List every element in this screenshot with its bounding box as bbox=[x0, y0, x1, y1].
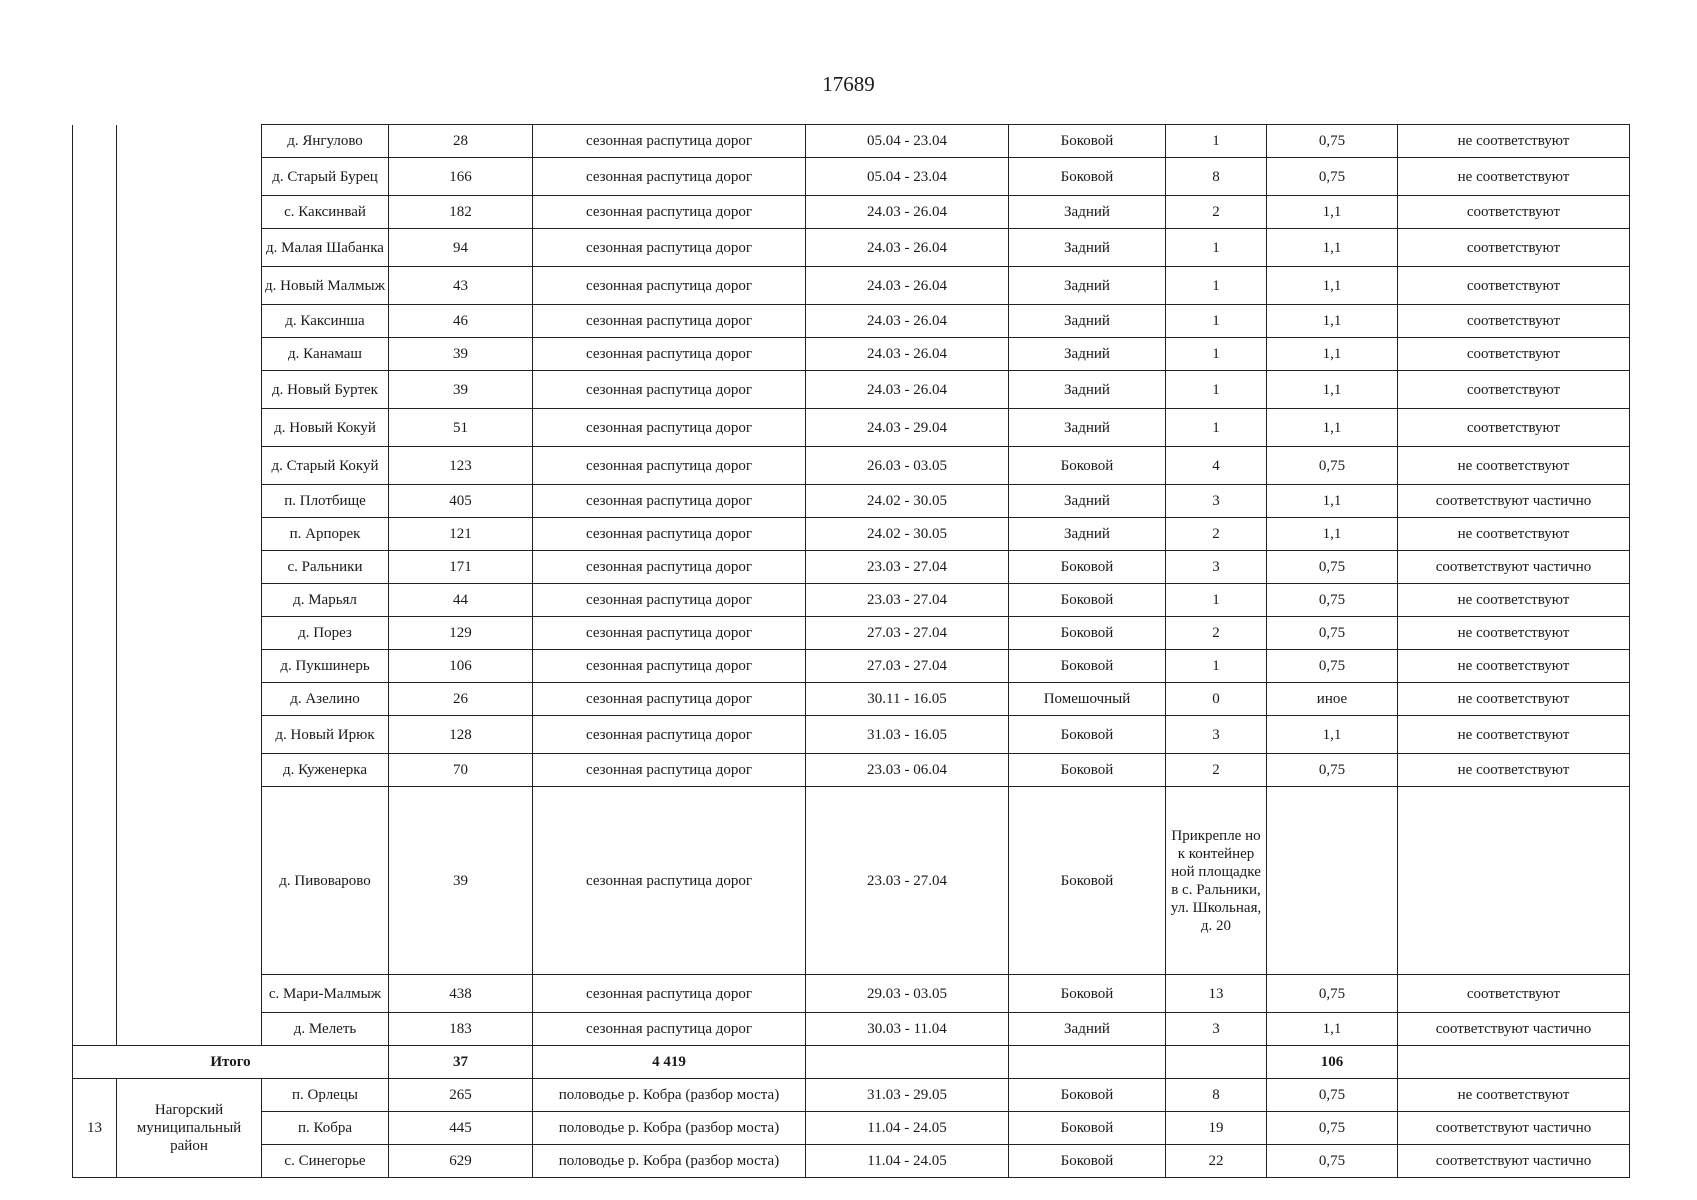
page-number: 17689 bbox=[822, 72, 875, 96]
population: 123 bbox=[389, 447, 533, 485]
loading-type: Боковой bbox=[1009, 551, 1166, 584]
restriction-reason: сезонная распутица дорог bbox=[533, 158, 806, 196]
container-count: 3 bbox=[1166, 485, 1267, 518]
loading-type: Помешочный bbox=[1009, 683, 1166, 716]
population: 39 bbox=[389, 338, 533, 371]
container-count: 1 bbox=[1166, 305, 1267, 338]
restriction-period: 24.03 - 29.04 bbox=[806, 409, 1009, 447]
settlement-name: д. Каксинша bbox=[262, 305, 389, 338]
restriction-period: 26.03 - 03.05 bbox=[806, 447, 1009, 485]
settlement-name: д. Марьял bbox=[262, 584, 389, 617]
population: 121 bbox=[389, 518, 533, 551]
settlement-name: с. Синегорье bbox=[262, 1145, 389, 1178]
restriction-reason: сезонная распутица дорог bbox=[533, 683, 806, 716]
district-name-cell bbox=[117, 125, 262, 1046]
container-count: 3 bbox=[1166, 716, 1267, 754]
restriction-reason: сезонная распутица дорог bbox=[533, 267, 806, 305]
table-body bbox=[73, 125, 1630, 1178]
loading-type: Задний bbox=[1009, 338, 1166, 371]
compliance-status: соответствуют bbox=[1398, 975, 1630, 1013]
settlement-name: п. Плотбище bbox=[262, 485, 389, 518]
loading-type: Боковой bbox=[1009, 650, 1166, 683]
population: 166 bbox=[389, 158, 533, 196]
population: 182 bbox=[389, 196, 533, 229]
compliance-status: не соответствуют bbox=[1398, 158, 1630, 196]
table-row bbox=[73, 485, 1630, 518]
container-volume: 1,1 bbox=[1267, 267, 1398, 305]
restriction-period: 29.03 - 03.05 bbox=[806, 975, 1009, 1013]
table-row bbox=[73, 125, 1630, 158]
container-count: 1 bbox=[1166, 338, 1267, 371]
loading-type: Боковой bbox=[1009, 584, 1166, 617]
population: 438 bbox=[389, 975, 533, 1013]
settlement-name: д. Новый Буртек bbox=[262, 371, 389, 409]
table-row bbox=[73, 787, 1630, 975]
container-count: 2 bbox=[1166, 196, 1267, 229]
population: 265 bbox=[389, 1079, 533, 1112]
container-volume: 0,75 bbox=[1267, 754, 1398, 787]
restriction-reason: сезонная распутица дорог bbox=[533, 787, 806, 975]
settlement-name: д. Новый Малмыж bbox=[262, 267, 389, 305]
restriction-period: 24.03 - 26.04 bbox=[806, 196, 1009, 229]
table-row bbox=[73, 338, 1630, 371]
settlement-name: д. Мелеть bbox=[262, 1013, 389, 1046]
container-volume: 1,1 bbox=[1267, 409, 1398, 447]
district-name: Нагорский муниципальный район bbox=[117, 1079, 262, 1178]
district-number-cell bbox=[73, 125, 117, 1046]
loading-type: Боковой bbox=[1009, 787, 1166, 975]
population: 171 bbox=[389, 551, 533, 584]
container-volume: 0,75 bbox=[1267, 158, 1398, 196]
settlement-name: д. Малая Шабанка bbox=[262, 229, 389, 267]
table-row bbox=[73, 617, 1630, 650]
settlement-name: п. Арпорек bbox=[262, 518, 389, 551]
population: 70 bbox=[389, 754, 533, 787]
container-count: 8 bbox=[1166, 1079, 1267, 1112]
container-count: 1 bbox=[1166, 584, 1267, 617]
container-count: 1 bbox=[1166, 409, 1267, 447]
population: 629 bbox=[389, 1145, 533, 1178]
restriction-period: 24.03 - 26.04 bbox=[806, 267, 1009, 305]
container-volume: 1,1 bbox=[1267, 518, 1398, 551]
compliance-status: не соответствуют bbox=[1398, 716, 1630, 754]
restriction-reason: сезонная распутица дорог bbox=[533, 196, 806, 229]
restriction-reason: сезонная распутица дорог bbox=[533, 551, 806, 584]
population: 51 bbox=[389, 409, 533, 447]
loading-type: Задний bbox=[1009, 305, 1166, 338]
population: 94 bbox=[389, 229, 533, 267]
compliance-status: соответствуют частично bbox=[1398, 1013, 1630, 1046]
compliance-status: не соответствуют bbox=[1398, 447, 1630, 485]
container-volume: 0,75 bbox=[1267, 1112, 1398, 1145]
total-containers: 106 bbox=[1267, 1046, 1398, 1079]
population: 43 bbox=[389, 267, 533, 305]
loading-type: Задний bbox=[1009, 267, 1166, 305]
settlements-table bbox=[72, 124, 1630, 1178]
settlement-name: д. Пивоварово bbox=[262, 787, 389, 975]
container-count: 22 bbox=[1166, 1145, 1267, 1178]
table-row bbox=[73, 1112, 1630, 1145]
restriction-period: 31.03 - 16.05 bbox=[806, 716, 1009, 754]
restriction-reason: сезонная распутица дорог bbox=[533, 518, 806, 551]
settlement-name: д. Старый Бурец bbox=[262, 158, 389, 196]
table-row bbox=[73, 975, 1630, 1013]
container-volume: 1,1 bbox=[1267, 338, 1398, 371]
container-volume: 0,75 bbox=[1267, 1145, 1398, 1178]
total-empty bbox=[1398, 1046, 1630, 1079]
container-volume: 1,1 bbox=[1267, 1013, 1398, 1046]
compliance-status: соответствуют bbox=[1398, 196, 1630, 229]
total-row bbox=[73, 1046, 1630, 1079]
container-volume: 0,75 bbox=[1267, 975, 1398, 1013]
container-count: 4 bbox=[1166, 447, 1267, 485]
population: 405 bbox=[389, 485, 533, 518]
table-row bbox=[73, 158, 1630, 196]
restriction-period: 23.03 - 27.04 bbox=[806, 584, 1009, 617]
district-number: 13 bbox=[73, 1079, 117, 1178]
restriction-reason: сезонная распутица дорог bbox=[533, 975, 806, 1013]
restriction-period: 24.03 - 26.04 bbox=[806, 338, 1009, 371]
settlement-name: с. Ральники bbox=[262, 551, 389, 584]
restriction-period: 05.04 - 23.04 bbox=[806, 158, 1009, 196]
container-volume: 1,1 bbox=[1267, 305, 1398, 338]
settlement-name: п. Орлецы bbox=[262, 1079, 389, 1112]
loading-type: Боковой bbox=[1009, 1079, 1166, 1112]
population: 44 bbox=[389, 584, 533, 617]
table-row bbox=[73, 267, 1630, 305]
container-volume: 0,75 bbox=[1267, 617, 1398, 650]
loading-type: Задний bbox=[1009, 409, 1166, 447]
loading-type: Задний bbox=[1009, 196, 1166, 229]
table-row bbox=[73, 447, 1630, 485]
compliance-status: не соответствуют bbox=[1398, 617, 1630, 650]
loading-type: Задний bbox=[1009, 1013, 1166, 1046]
compliance-status: соответствуют bbox=[1398, 267, 1630, 305]
container-count: 1 bbox=[1166, 229, 1267, 267]
restriction-reason: сезонная распутица дорог bbox=[533, 716, 806, 754]
table-row bbox=[73, 716, 1630, 754]
settlement-name: д. Новый Кокуй bbox=[262, 409, 389, 447]
restriction-period: 24.03 - 26.04 bbox=[806, 305, 1009, 338]
settlement-name: с. Каксинвай bbox=[262, 196, 389, 229]
container-volume: 1,1 bbox=[1267, 196, 1398, 229]
container-count: 2 bbox=[1166, 518, 1267, 551]
container-volume: 1,1 bbox=[1267, 229, 1398, 267]
restriction-reason: сезонная распутица дорог bbox=[533, 409, 806, 447]
restriction-reason: сезонная распутица дорог bbox=[533, 305, 806, 338]
restriction-period: 30.03 - 11.04 bbox=[806, 1013, 1009, 1046]
compliance-status: соответствуют частично bbox=[1398, 1112, 1630, 1145]
total-label: Итого bbox=[73, 1046, 389, 1079]
container-count: 1 bbox=[1166, 650, 1267, 683]
compliance-status: не соответствуют bbox=[1398, 754, 1630, 787]
restriction-reason: половодье р. Кобра (разбор моста) bbox=[533, 1079, 806, 1112]
population: 46 bbox=[389, 305, 533, 338]
container-count: 1 bbox=[1166, 371, 1267, 409]
container-count: 8 bbox=[1166, 158, 1267, 196]
population: 106 bbox=[389, 650, 533, 683]
compliance-status: соответствуют bbox=[1398, 305, 1630, 338]
restriction-period: 11.04 - 24.05 bbox=[806, 1145, 1009, 1178]
loading-type: Боковой bbox=[1009, 716, 1166, 754]
compliance-status: соответствуют bbox=[1398, 229, 1630, 267]
compliance-status bbox=[1398, 787, 1630, 975]
restriction-reason: сезонная распутица дорог bbox=[533, 338, 806, 371]
container-volume bbox=[1267, 787, 1398, 975]
table-row bbox=[73, 1013, 1630, 1046]
settlement-name: д. Порез bbox=[262, 617, 389, 650]
settlement-name: д. Куженерка bbox=[262, 754, 389, 787]
container-attachment-note: Прикрепле но к контейнер ной площадке в с. Ральники, ул. Школьная, д. 20 bbox=[1166, 787, 1267, 975]
restriction-period: 24.02 - 30.05 bbox=[806, 485, 1009, 518]
container-count: 0 bbox=[1166, 683, 1267, 716]
loading-type: Задний bbox=[1009, 518, 1166, 551]
restriction-period: 05.04 - 23.04 bbox=[806, 125, 1009, 158]
table-row bbox=[73, 650, 1630, 683]
loading-type: Боковой bbox=[1009, 447, 1166, 485]
loading-type: Боковой bbox=[1009, 125, 1166, 158]
compliance-status: соответствуют bbox=[1398, 371, 1630, 409]
container-volume: 0,75 bbox=[1267, 551, 1398, 584]
loading-type: Задний bbox=[1009, 229, 1166, 267]
container-volume: 0,75 bbox=[1267, 650, 1398, 683]
container-count: 3 bbox=[1166, 551, 1267, 584]
restriction-reason: сезонная распутица дорог bbox=[533, 650, 806, 683]
table-row bbox=[73, 1079, 1630, 1112]
container-count: 13 bbox=[1166, 975, 1267, 1013]
restriction-period: 23.03 - 06.04 bbox=[806, 754, 1009, 787]
loading-type: Боковой bbox=[1009, 1112, 1166, 1145]
restriction-reason: сезонная распутица дорог bbox=[533, 754, 806, 787]
compliance-status: не соответствуют bbox=[1398, 650, 1630, 683]
settlement-name: д. Новый Ирюк bbox=[262, 716, 389, 754]
restriction-period: 27.03 - 27.04 bbox=[806, 650, 1009, 683]
compliance-status: не соответствуют bbox=[1398, 683, 1630, 716]
settlement-name: д. Азелино bbox=[262, 683, 389, 716]
restriction-reason: сезонная распутица дорог bbox=[533, 1013, 806, 1046]
table-row bbox=[73, 584, 1630, 617]
settlement-name: д. Янгулово bbox=[262, 125, 389, 158]
total-empty bbox=[1009, 1046, 1166, 1079]
compliance-status: соответствуют bbox=[1398, 409, 1630, 447]
table-row bbox=[73, 551, 1630, 584]
population: 128 bbox=[389, 716, 533, 754]
container-count: 1 bbox=[1166, 125, 1267, 158]
container-volume: 0,75 bbox=[1267, 125, 1398, 158]
loading-type: Боковой bbox=[1009, 158, 1166, 196]
container-volume: 0,75 bbox=[1267, 447, 1398, 485]
compliance-status: не соответствуют bbox=[1398, 1079, 1630, 1112]
container-count: 19 bbox=[1166, 1112, 1267, 1145]
loading-type: Задний bbox=[1009, 485, 1166, 518]
settlement-name: с. Мари-Малмыж bbox=[262, 975, 389, 1013]
restriction-reason: половодье р. Кобра (разбор моста) bbox=[533, 1145, 806, 1178]
restriction-reason: сезонная распутица дорог bbox=[533, 584, 806, 617]
restriction-period: 24.02 - 30.05 bbox=[806, 518, 1009, 551]
restriction-reason: сезонная распутица дорог bbox=[533, 617, 806, 650]
container-count: 2 bbox=[1166, 754, 1267, 787]
restriction-period: 31.03 - 29.05 bbox=[806, 1079, 1009, 1112]
compliance-status: соответствуют bbox=[1398, 338, 1630, 371]
settlement-name: д. Канамаш bbox=[262, 338, 389, 371]
table-row bbox=[73, 409, 1630, 447]
table-row bbox=[73, 371, 1630, 409]
population: 28 bbox=[389, 125, 533, 158]
population: 445 bbox=[389, 1112, 533, 1145]
restriction-period: 24.03 - 26.04 bbox=[806, 371, 1009, 409]
container-count: 2 bbox=[1166, 617, 1267, 650]
container-volume: 1,1 bbox=[1267, 716, 1398, 754]
container-volume: 1,1 bbox=[1267, 485, 1398, 518]
settlement-name: п. Кобра bbox=[262, 1112, 389, 1145]
compliance-status: не соответствуют bbox=[1398, 125, 1630, 158]
restriction-period: 23.03 - 27.04 bbox=[806, 787, 1009, 975]
settlement-name: д. Пукшинерь bbox=[262, 650, 389, 683]
compliance-status: соответствуют частично bbox=[1398, 551, 1630, 584]
container-count: 1 bbox=[1166, 267, 1267, 305]
table-row bbox=[73, 229, 1630, 267]
settlement-name: д. Старый Кокуй bbox=[262, 447, 389, 485]
table-row bbox=[73, 518, 1630, 551]
restriction-period: 30.11 - 16.05 bbox=[806, 683, 1009, 716]
compliance-status: соответствуют частично bbox=[1398, 1145, 1630, 1178]
compliance-status: не соответствуют bbox=[1398, 518, 1630, 551]
restriction-reason: сезонная распутица дорог bbox=[533, 447, 806, 485]
container-volume: иное bbox=[1267, 683, 1398, 716]
container-volume: 1,1 bbox=[1267, 371, 1398, 409]
restriction-reason: сезонная распутица дорог bbox=[533, 371, 806, 409]
loading-type: Боковой bbox=[1009, 1145, 1166, 1178]
table-row bbox=[73, 1145, 1630, 1178]
container-count: 3 bbox=[1166, 1013, 1267, 1046]
population: 39 bbox=[389, 371, 533, 409]
loading-type: Задний bbox=[1009, 371, 1166, 409]
restriction-period: 11.04 - 24.05 bbox=[806, 1112, 1009, 1145]
loading-type: Боковой bbox=[1009, 975, 1166, 1013]
restriction-reason: сезонная распутица дорог bbox=[533, 229, 806, 267]
population: 26 bbox=[389, 683, 533, 716]
restriction-reason: сезонная распутица дорог bbox=[533, 125, 806, 158]
population: 183 bbox=[389, 1013, 533, 1046]
restriction-period: 23.03 - 27.04 bbox=[806, 551, 1009, 584]
total-empty bbox=[1166, 1046, 1267, 1079]
loading-type: Боковой bbox=[1009, 617, 1166, 650]
total-empty bbox=[806, 1046, 1009, 1079]
table-row bbox=[73, 196, 1630, 229]
population: 129 bbox=[389, 617, 533, 650]
table-row bbox=[73, 305, 1630, 338]
restriction-period: 24.03 - 26.04 bbox=[806, 229, 1009, 267]
total-population: 4 419 bbox=[533, 1046, 806, 1079]
restriction-reason: половодье р. Кобра (разбор моста) bbox=[533, 1112, 806, 1145]
restriction-period: 27.03 - 27.04 bbox=[806, 617, 1009, 650]
compliance-status: соответствуют частично bbox=[1398, 485, 1630, 518]
total-settlements: 37 bbox=[389, 1046, 533, 1079]
loading-type: Боковой bbox=[1009, 754, 1166, 787]
population: 39 bbox=[389, 787, 533, 975]
table-row bbox=[73, 754, 1630, 787]
container-volume: 0,75 bbox=[1267, 1079, 1398, 1112]
container-volume: 0,75 bbox=[1267, 584, 1398, 617]
restriction-reason: сезонная распутица дорог bbox=[533, 485, 806, 518]
table-row bbox=[73, 683, 1630, 716]
compliance-status: не соответствуют bbox=[1398, 584, 1630, 617]
